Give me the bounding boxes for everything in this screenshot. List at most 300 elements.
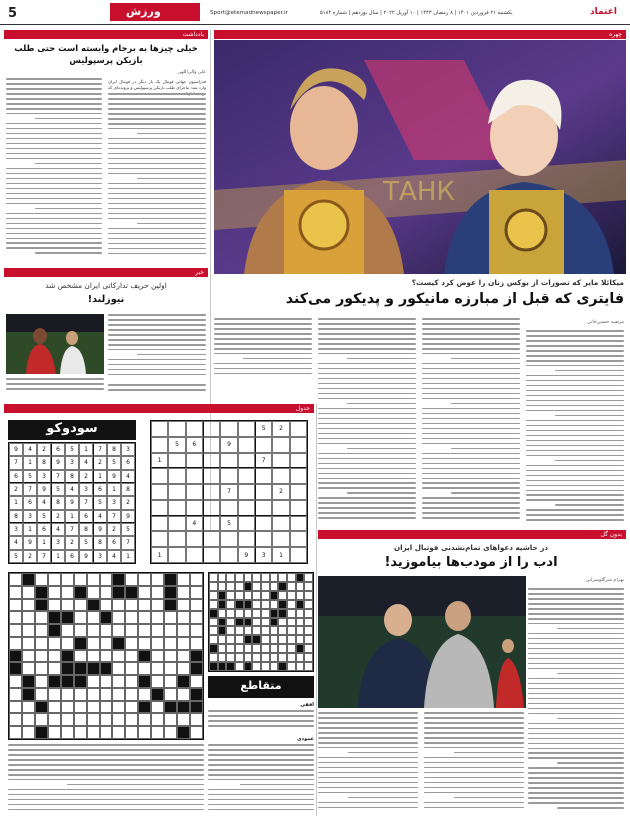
text-line [318,782,418,784]
sudoku-cell [168,453,185,469]
text-line [422,413,520,415]
crossword-cell [218,600,227,609]
sudoku-cell [290,500,307,516]
crossword-cell [235,662,244,671]
sudoku-cell: 1 [151,453,168,469]
text-line [422,423,520,425]
crossword-cell [244,653,253,662]
crossword-cell [35,713,48,726]
crossword-cell [226,609,235,618]
sudoku-cell: 5 [79,536,93,549]
brief-kicker: اولین حریف تدارکاتی ایران مشخص شد [45,281,167,290]
text-line [108,108,206,110]
crossword-cell [296,600,305,609]
text-line [108,138,206,140]
crossword-cell [209,600,218,609]
sudoku-cell [238,453,255,469]
sudoku-cell [151,421,168,437]
text-line [528,757,624,759]
crossword-cell [74,688,87,701]
crossword-cell [235,644,244,653]
crossword-cell [61,573,74,586]
text-line [214,323,312,325]
crossword-cell [100,688,113,701]
brief-label-bar [4,268,208,277]
text-line [108,319,206,321]
crossword-cell [218,618,227,627]
crossword-cell [151,599,164,612]
text-line [526,430,624,432]
crossword-cell [287,582,296,591]
text-line [528,728,624,730]
text-line [528,787,624,789]
crossword-cell [151,726,164,739]
sudoku-cell [168,500,185,516]
text-line [422,318,520,320]
crossword-cell [9,573,22,586]
crossword-cell [252,653,261,662]
crossword-cell [125,701,138,714]
crossword-cell [270,609,279,618]
sudoku-cell [220,453,237,469]
text-line [422,323,520,325]
text-line [424,757,524,759]
crossword-cell [190,726,203,739]
sudoku-cell: 2 [121,496,135,509]
sudoku-cell: 9 [220,437,237,453]
crossword-cell [35,637,48,650]
crossword-cell [177,726,190,739]
crossword-cell [235,626,244,635]
sudoku-hard-grid [8,442,136,564]
text-line [422,378,520,380]
sudoku-cell [255,516,272,532]
crossword-cell [177,637,190,650]
text-line [526,450,624,452]
text-line [8,774,204,776]
crossword-cell [74,573,87,586]
text-line [35,163,102,165]
sudoku-cell: 8 [121,483,135,496]
crossword-cell [244,591,253,600]
sudoku-cell: 7 [255,453,272,469]
sudoku-cell [255,500,272,516]
text-line [528,668,624,670]
text-line [6,228,102,230]
sudoku-cell [203,453,220,469]
crossword-cell [261,609,270,618]
text-line [108,203,206,205]
text-line [528,613,624,615]
text-line [6,93,102,95]
crossword-cell [278,573,287,582]
crossword-cell [235,609,244,618]
crossword-cell [218,573,227,582]
text-line [318,722,418,724]
bottom-body-col-3 [318,712,418,816]
crossword-cell [100,650,113,663]
feature-label-bar [214,30,626,39]
text-line [318,343,416,345]
text-line [526,330,624,332]
sudoku-cell: 4 [65,483,79,496]
crossword-cell [138,573,151,586]
sudoku-cell [272,453,289,469]
text-line [108,98,206,100]
text-line [422,343,520,345]
feature-body-col-3 [318,318,416,526]
sudoku-cell: 5 [9,550,23,563]
crossword-cell [270,653,279,662]
sudoku-cell: 6 [79,510,93,523]
text-line [318,712,418,714]
crossword-cell [138,599,151,612]
sudoku-cell: 8 [37,456,51,469]
sudoku-cell: 9 [23,536,37,549]
text-line [528,767,624,769]
crossword-cell [112,726,125,739]
text-line [526,485,624,487]
text-line [108,208,206,210]
crossword-cell [151,675,164,688]
text-line [528,792,624,794]
text-line [8,754,204,756]
crossword-cell [304,618,313,627]
text-line [347,358,416,360]
sudoku-cell [186,453,203,469]
text-line [318,418,416,420]
text-line [240,784,314,786]
text-line [137,223,206,225]
text-line [6,178,102,180]
crossword-cell [35,611,48,624]
crossword-cell [244,644,253,653]
text-line [528,608,624,610]
sudoku-cell [168,484,185,500]
text-line [422,333,520,335]
text-line [528,678,624,680]
sudoku-cell [203,516,220,532]
text-line [318,363,416,365]
crossword-cell [22,573,35,586]
sudoku-cell [151,516,168,532]
text-line [557,673,624,675]
text-line [318,383,416,385]
text-line [108,334,206,336]
sudoku-cell: 2 [272,484,289,500]
text-line [557,628,624,630]
crossword-cell [226,591,235,600]
crossword-cell [296,644,305,653]
crossword-cell [287,573,296,582]
note-lead: فدراسیون جهانی فوتبال یک بار دیگر در فوتبال ایران وارد شد؛ ماجرای طلب بازیکن پرسپولیس و پرونده‌ای که [108,79,206,91]
text-line [318,497,416,499]
text-line [526,410,624,412]
crossword-cell [164,599,177,612]
sudoku-cell: 6 [121,456,135,469]
sudoku-cell: 9 [93,523,107,536]
text-line [208,710,314,712]
text-line [108,359,206,361]
crossword-cell [151,624,164,637]
text-line [557,762,624,764]
text-line [526,425,624,427]
text-line [318,393,416,395]
text-line [318,478,416,480]
text-line [6,103,102,105]
text-line [528,772,624,774]
sudoku-cell: 5 [121,523,135,536]
text-line [555,460,624,462]
crossword-cell [270,626,279,635]
bottom-headline: ادب را از مودب‌ها بیاموزید! [384,555,558,570]
crossword-cell [278,644,287,653]
sudoku-cell: 9 [51,456,65,469]
text-line [8,799,204,801]
text-line [424,717,524,719]
crossword-cell [22,726,35,739]
text-line [557,807,624,809]
crossword-cell [112,599,125,612]
sudoku-cell [272,531,289,547]
text-line [526,490,624,492]
text-line [208,754,314,756]
crossword-cell [218,644,227,653]
sudoku-cell [151,531,168,547]
crossword-cell [164,586,177,599]
crossword-cell [87,701,100,714]
sudoku-cell: 5 [220,516,237,532]
text-line [528,638,624,640]
text-line [318,368,416,370]
text-line [108,314,206,316]
masthead [0,0,630,26]
crossword-cell [235,573,244,582]
text-line [528,782,624,784]
text-line [318,807,418,809]
crossword-cell [252,591,261,600]
crossword-cell [226,573,235,582]
text-line [214,343,312,345]
text-line [6,218,102,220]
crossword-cell [35,573,48,586]
text-line [108,123,206,125]
sudoku-cell: 8 [93,536,107,549]
crossword-cell [177,650,190,663]
crossword-cell [296,626,305,635]
text-line [8,764,204,766]
text-line [208,744,314,746]
text-line [422,507,520,509]
crossword-cell [270,573,279,582]
text-line [108,389,206,391]
sudoku-cell [203,421,220,437]
text-line [6,247,102,249]
text-line [318,717,418,719]
text-line [108,238,206,240]
text-line [526,355,624,357]
text-line [318,517,416,519]
crossword-cell [270,591,279,600]
sudoku-cell: 5 [65,443,79,456]
sudoku-cell [255,531,272,547]
text-line [318,468,416,470]
text-line [528,603,624,605]
crossword-cell [244,618,253,627]
text-line [8,789,204,791]
text-line [214,328,312,330]
crossword-cell [35,624,48,637]
text-line [422,497,520,499]
text-line [108,213,206,215]
crossword-cell [9,637,22,650]
crossword-cell [278,653,287,662]
crossword-cell [226,635,235,644]
text-line [526,400,624,402]
text-line [526,445,624,447]
crossword-cell [252,644,261,653]
text-line [424,762,524,764]
text-line [318,757,418,759]
bottom-label-bar [318,530,626,539]
crossword-cell [177,599,190,612]
text-line [424,712,524,714]
sudoku-cell [238,421,255,437]
sudoku-cell: 1 [9,496,23,509]
crossword-cell [74,675,87,688]
text-line [6,188,102,190]
crossword-cell [261,573,270,582]
sudoku-cell: 9 [238,547,255,563]
text-line [318,792,418,794]
crossword-cell [100,637,113,650]
text-line [526,420,624,422]
sudoku-cell [186,421,203,437]
crossword-cell [22,675,35,688]
text-line [526,514,624,516]
text-line [6,78,102,80]
text-line [528,588,624,590]
text-line [318,737,418,739]
text-line [422,453,520,455]
crossword-cell [48,675,61,688]
crossword-cell [112,675,125,688]
crossword-cell [304,635,313,644]
crossword-cell [164,573,177,586]
sudoku-cell [272,500,289,516]
text-line [318,438,416,440]
text-line [6,173,102,175]
text-line [108,243,206,245]
sudoku-cell: 5 [107,456,121,469]
crossword-cell [100,573,113,586]
crossword-cell [61,662,74,675]
crossword-cell [209,582,218,591]
crossword-cell [112,650,125,663]
crossword-cell [35,701,48,714]
text-line [208,804,314,806]
text-line [422,363,520,365]
sudoku-cell: 6 [65,550,79,563]
crossword-cell [22,586,35,599]
crossword-cell [177,573,190,586]
sudoku-cell: 4 [37,496,51,509]
sudoku-cell: 7 [121,536,135,549]
sudoku-cell [238,516,255,532]
sudoku-cell [186,484,203,500]
text-line [108,128,206,130]
crossword-cell [226,626,235,635]
sudoku-cell: 4 [93,510,107,523]
feature-author: مرضیه حسین‌خانی [587,320,624,325]
crossword-cell [235,618,244,627]
text-line [108,183,206,185]
text-line [422,388,520,390]
coaches-hug-illustration [318,576,526,708]
crossword-cell [278,618,287,627]
text-line [137,133,206,135]
sudoku-cell [290,547,307,563]
text-line [208,779,314,781]
note-label: یادداشت [182,31,204,38]
text-line [318,502,416,504]
text-line [451,358,520,360]
text-line [528,723,624,725]
crossword-cell [151,713,164,726]
crossword-cell [304,600,313,609]
bottom-photo [318,576,526,708]
crossword-cell [100,726,113,739]
text-line [108,103,206,105]
text-line [422,393,520,395]
text-line [424,767,524,769]
crossword-cell [87,624,100,637]
sudoku-cell [290,453,307,469]
crossword-cell [304,662,313,671]
crossword-cell [244,609,253,618]
text-line [318,772,418,774]
crossword-cell [296,582,305,591]
text-line [557,718,624,720]
text-line [318,388,416,390]
crossword-cell [296,591,305,600]
crossword-cell [48,713,61,726]
text-line [6,183,102,185]
sudoku-cell [238,437,255,453]
text-line [348,797,418,799]
text-line [6,193,102,195]
text-line [424,722,524,724]
crossword-cell [138,662,151,675]
feature-headline: فایتری که قبل از مبارزه مانیکور و پدیکور می‌کند [285,291,624,307]
sudoku-cell: 1 [107,483,121,496]
sudoku-cell: 1 [65,510,79,523]
text-line [422,433,520,435]
sudoku-cell [203,547,220,563]
text-line [208,764,314,766]
crossword-cell [244,662,253,671]
crossword-cell [270,662,279,671]
crossword-cell [226,618,235,627]
text-line [318,727,418,729]
crossword-cell [100,586,113,599]
text-line [6,233,102,235]
sudoku-cell: 6 [93,483,107,496]
boxing-illustration [214,40,626,274]
text-line [137,178,206,180]
sudoku-cell [203,500,220,516]
text-line [6,242,102,244]
